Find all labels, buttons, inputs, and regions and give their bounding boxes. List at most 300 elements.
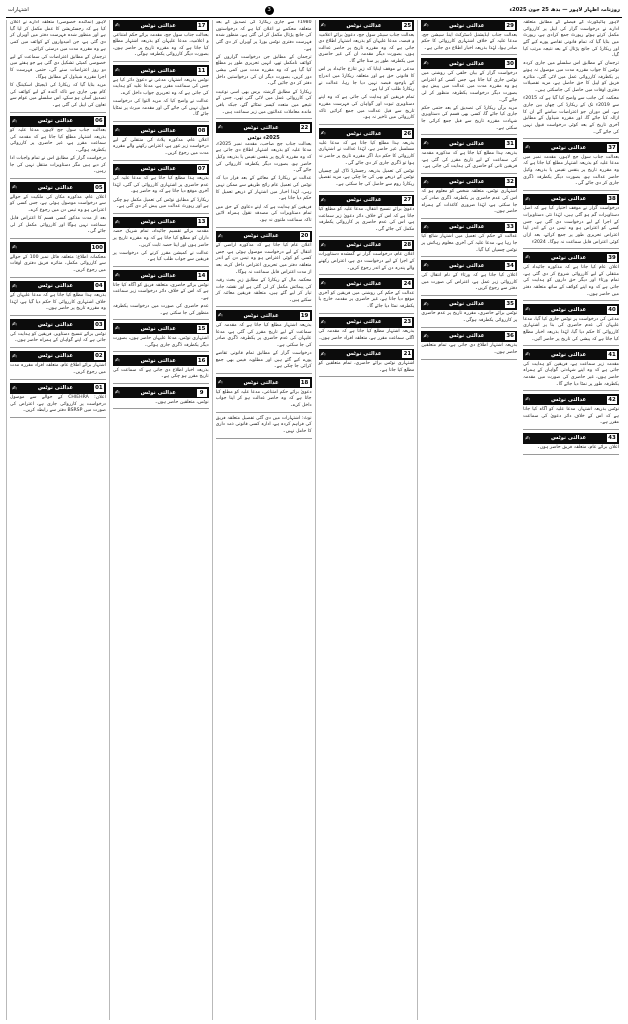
article-number: 42 [608,396,616,403]
article-number: 26 [403,130,412,137]
article-number: 02 [95,353,103,360]
article-block [421,58,517,135]
pen-icon: ✍ [525,396,531,404]
article-paragraph: بذریعہ اخبار اطلاع دی جاتی ہے کہ سماعت کی تاریخ مقرر ہو چکی ہے۔ [112,367,209,380]
pen-icon: ✍ [525,195,531,203]
article-headbar[interactable] [216,122,312,133]
divider [319,376,415,377]
article-body [421,343,517,356]
article-block [421,177,517,219]
article-block [523,349,619,391]
pen-icon: ✍ [217,379,223,387]
article-paragraph: مقدمہ برائے تقسیم جائیداد، تمام شریک حصہ داران کو مطلع کیا جاتا ہے کہ وہ مقررہ تاریخ پر حاضر ہوں اور اپنا حصہ ثابت کریں۔ [112,229,209,248]
article-paragraph: نوٹس برائے تنسیخ دستاویز، فریقین کو ہدایت کی جاتی ہے کہ اپنے گواہان کے ہمراہ حاضر ہوں۔ [10,331,106,344]
article-headbar[interactable] [216,377,312,388]
article-paragraph: مزید برآں ریکارڈ کی تصدیق کے بعد حتمی حکم جاری کیا جائے گا، کسی بھی قسم کی دستاویزی شہادت مقررہ تاریخ سے قبل جمع کرائی جا سکتی ہے۔ [421,105,518,131]
pen-icon: ✍ [217,124,223,132]
divider [523,429,619,430]
article-headbar[interactable] [421,58,517,69]
article-number: 40 [608,306,616,313]
divider [421,256,517,257]
article-title: عدالتی نوٹس [550,396,587,403]
article-headbar[interactable] [523,394,619,405]
divider [113,213,209,214]
article-headbar[interactable] [319,278,415,289]
article-block [113,65,209,122]
divider [216,227,312,228]
article-number: 34 [506,262,514,269]
article-title: عدالتی نوٹس [140,22,176,29]
article-number: 30 [506,60,514,67]
article-paragraph: 1980ء سے جاری ریکارڈ کی تصدیق کے بعد متعلقہ محکمے نے اعلان کیا ہے کہ درخواستوں کی جانچ پڑتال مکمل کر لی گئی ہے، منظور شدہ فہرست دفتری نوٹس بورڈ پر آویزاں کر دی گئی ہے۔ [215,20,312,52]
article-body [421,151,517,171]
article-paragraph: اعلان عام کیا جاتا ہے کہ مذکورہ اراضی کے انتقال کے لیے درخواست موصول ہوئی ہے، جس کسی کو کوئی اعتراض ہو وہ تیس دن کے اندر متعلقہ دفتر میں تحریری اعتراض داخل کرے، بعد از مدت اعتراض قابل سماعت نہ ہوگا۔ [215,243,312,275]
article-number: 20 [300,233,309,240]
article-paragraph: اعلان عام، درخواست گزار نے گمشدہ دستاویزات کے اجرا کے لیے درخواست دی ہے، اعتراض رکھنے والے پندرہ دن کے اندر رجوع کریں۔ [318,252,415,271]
article-body [113,283,209,318]
column-6 [6,20,109,1020]
article-paragraph: اشتہاری نوٹس، مدعا علیہان حاضر ہوں، بصورت دیگر یکطرفہ ڈگری جاری ہوگی۔ [112,335,209,348]
pen-icon: ✍ [114,22,120,29]
pen-icon: ✍ [525,351,531,359]
article-paragraph: بعدالت جناب جج صاحب، مقدمہ نمبر 2025ء، مدعا علیہ کو بذریعہ اشتہار اطلاع دی جاتی ہے کہ وہ مقررہ تاریخ پر بنفس نفیس یا بذریعہ وکیل حاضر ہو، بصورت دیگر یکطرفہ کارروائی کی جائے گی۔ [215,141,312,174]
article-number: 18 [300,379,309,386]
pen-icon: ✍ [525,144,531,152]
article-paragraph: دعویٰ برائے تنسیخ انتقال، مدعا علیہ کو مطلع کیا جاتا ہے کہ اس کے خلاف دائر دعویٰ زیر سماعت ہے، اس کی عدم حاضری پر کارروائی یکطرفہ مکمل کی جائے گی۔ [318,207,415,233]
article-number: 100 [91,244,103,251]
article-paragraph: اعلان کیا جاتا ہے کہ ورثاء کے نام انتقال کی کارروائی زیر عمل ہے، اعتراض کی صورت میں دفتر سے رجوع کریں۔ [421,272,518,292]
divider [216,118,312,119]
article-body [319,252,415,272]
divider [10,417,106,418]
article-headbar[interactable] [421,20,517,31]
article-body [523,206,619,246]
article-title: عدالتی نوٹس [243,312,279,319]
pen-icon: ✍ [423,262,429,270]
pen-icon: ✍ [320,318,326,326]
article-body [10,363,106,376]
article-paragraph: ریکارڈ کے مطابق گزشتہ برس بھی اسی نوعیت کی کارروائی عمل میں لائی گئی تھی، جس کے نتیجے میں متعدد کیسز نمٹائے گئے، جبکہ باقی ماندہ معاملات عدالتوں میں زیر سماعت ہیں۔ [215,89,312,115]
pen-icon: ✍ [423,223,429,231]
article-body [319,361,415,374]
pen-icon: ✍ [525,254,531,262]
article-body [319,329,415,342]
article-headbar[interactable] [523,252,619,263]
article-paragraph: عدم حاضری کی صورت میں درخواست یکطرفہ منظور کی جا سکتی ہے۔ [112,304,209,316]
article-headbar[interactable] [10,242,106,253]
divider [421,295,517,296]
article-number: 22 [300,124,309,131]
pen-icon: ✍ [423,60,429,68]
article-body [523,407,619,427]
article-block [113,20,209,62]
article-headbar[interactable] [216,310,312,321]
article-number: 28 [403,242,412,249]
article-block [10,182,106,239]
article-paragraph: لاہور ہائیکورٹ کے فیصلے کے مطابق متعلقہ ادارے نے درخواست گزار کی اپیل پر کارروائی مکمل کرتے ہوئے رپورٹ جمع کرادی ہے، رپورٹ میں بتایا گیا کہ تمام قانونی تقاضے پورے کیے گئے اور ریکارڈ کی جانچ پڑتال کے بعد نتیجہ مرتب کیا گیا۔ [523,20,619,59]
article-number: 08 [197,127,206,134]
article-title: عدالتی نوٹس [346,22,382,29]
column-2 [417,20,520,1020]
article-headbar[interactable] [319,240,415,251]
divider [523,390,619,391]
article-headbar[interactable] [10,351,106,362]
article-headbar[interactable] [113,125,209,136]
article-block [319,128,415,192]
article-number: 14 [197,272,206,279]
article-headbar[interactable] [523,349,619,360]
article-headbar[interactable] [113,65,209,76]
article-body [10,332,106,345]
article-paragraph: محکمانہ اطلاع: متعلقہ فائل نمبر 100 کے حوالے سے کارروائی مکمل، متاثرہ فریق دفتری اوقات میں رجوع کریں۔ [10,254,106,273]
article-paragraph: محکمہ مال کے ریکارڈ کے مطابق زیرِ بحث رقبہ کی پیمائش مکمل کر لی گئی ہے اور نقشہ جات تیار کر لیے گئے ہیں، متعلقہ فریقین معائنہ کر سکتے ہیں۔ [215,277,312,303]
article-headbar[interactable] [10,182,106,193]
article-headbar[interactable] [319,349,415,360]
article-block [113,164,209,214]
column-grid [6,20,622,1020]
article-body [421,189,517,216]
article-block [319,317,415,346]
article-paragraph: اعلان عام، مذکورہ مکان کی ملکیت کے حوالے سے درخواست موصول ہوئی ہے، جس کسی کو اعتراض ہو وہ تیس دن میں رجوع کرے۔ [10,194,106,213]
article-block [216,122,312,227]
divider [10,277,106,278]
divider [10,178,106,179]
article-title: عدالتی نوٹس [550,306,587,313]
article-block [421,331,517,360]
article-headbar[interactable] [10,383,106,394]
article-title: عدالتی نوٹس [140,67,176,74]
article-paragraph: مدعی کی درخواست پر نوٹس جاری کیا گیا، مدعا علیہان کی عدم حاضری کی بنا پر اشتہاری کارروائی کا حکم دیا گیا، لہٰذا بذریعہ اخبار مطلع کیا جاتا ہے کہ پیشی کی تاریخ پر حاضر آئیں۔ [523,316,619,342]
article-headbar[interactable] [421,222,517,233]
article-headbar[interactable] [113,387,209,398]
article-paragraph: بذریعہ ہذا مطلع کیا جاتا ہے کہ مدعا علیہان کے خلاف اشتہاری کارروائی کا حکم دیا گیا ہے، لہٰذا وہ مقررہ تاریخ پر حاضر ہوں۔ [10,293,106,312]
article-title: عدالتی نوٹس [449,60,485,67]
divider [319,236,415,237]
article-block [10,383,106,418]
article-block [216,377,312,412]
article-body [319,141,415,189]
article-block [421,20,517,55]
article-title: عدالتی نوٹس [346,319,382,326]
article-body [523,362,619,389]
article-body [113,176,209,211]
article-paragraph: عدالت کے حکم کی روشنی میں فریقین کو آخری موقع دیا جاتا ہے، غیر حاضری پر مقدمہ خارج یا یکطرفہ نمٹا دیا جائے گا۔ [318,290,415,310]
article-headbar[interactable] [523,194,619,205]
article-number: 04 [95,283,103,290]
article-body [113,336,209,349]
article-block [10,319,106,348]
article-headbar[interactable] [421,299,517,310]
article-headbar[interactable] [523,433,619,444]
article-number: 32 [506,179,514,186]
article-block [523,194,619,249]
divider [421,134,517,135]
article-paragraph: نوٹس برائے حاضری، متعلقہ فریق کو آگاہ کیا جاتا ہے کہ اس کے خلاف دائر درخواست زیر سماعت ہے۔ [112,282,209,301]
divider [523,454,619,455]
divider [216,438,312,439]
article-headbar[interactable] [113,323,209,334]
article-headbar[interactable] [113,217,209,228]
column-4 [212,20,315,1020]
article-paragraph: درخواست گزار کے مطابق تمام قانونی تقاضے پورے کیے گئے ہیں اور مطلوبہ فیس بھی جمع کرائی جا چکی ہے۔ [215,351,312,370]
article-title: عدالتی نوٹس [243,379,279,386]
article-block [113,270,209,320]
divider [10,347,106,348]
article-block [10,281,106,316]
article-number: 38 [608,196,616,203]
pen-icon: ✍ [423,178,429,186]
divider [523,190,619,191]
article-body [10,395,106,415]
article-body [421,273,517,293]
article-body [10,195,106,236]
article-title: عدالتی نوٹس [346,351,382,357]
pen-icon: ✍ [320,350,326,358]
article-block [523,394,619,429]
article-number: 39 [608,254,616,261]
article-body [113,368,209,381]
article-headbar[interactable] [113,164,209,175]
article-paragraph: اشتہاری نوٹس برائے حاضری، تمام متعلقین کو مطلع کیا جاتا ہے۔ [318,361,415,373]
pen-icon: ✍ [114,218,120,226]
article-headbar[interactable] [523,304,619,315]
article-title: عدالتی نوٹس [346,130,382,137]
article-paragraph: ترجمان کے مطابق اس سلسلے میں جاری کردہ نوٹس کا جواب مقررہ مدت میں موصول نہ ہونے پر یکطرفہ کارروائی عمل میں لائی گئی، متاثرہ فریق کو اپیل کا حق حاصل ہے، مزید تفصیلات دفتری اوقات میں حاصل کی جاسکتی ہیں۔ [523,61,619,94]
article-body [216,390,312,410]
article-body [10,293,106,313]
divider [421,218,517,219]
article-title: عدالتی نوٹس [37,184,74,191]
article-headbar[interactable] [319,128,415,139]
article-block [10,20,106,113]
article-block [421,299,517,328]
pen-icon: ✍ [217,232,223,240]
article-title: عدالتی نوٹس [140,389,176,396]
article-block [216,231,312,308]
article-title: عدالتی نوٹس [449,262,485,269]
article-body [10,128,106,176]
article-paragraph: اعلان برائے عام، متعلقہ فریق حاضر ہوں۔ [537,445,619,451]
article-body [421,311,517,324]
divider [113,61,209,62]
article-paragraph: بذریعہ اشتہار مطلع کیا جاتا ہے کہ مقدمہ کی اگلی سماعت مقرر ہے، متعلقہ افراد حاضر ہوں۔ [318,329,415,341]
article-number: 25 [403,22,412,29]
article-body [319,33,415,123]
article-number: 15 [197,325,206,332]
article-paragraph: بذریعہ اشتہار مطلع کیا جاتا ہے کہ مقدمہ کی سماعت کے لیے تاریخ مقرر کی گئی ہے، مدعا علیہان کی عدم حاضری پر یکطرفہ ڈگری صادر کی جا سکتی ہے۔ [215,322,312,348]
article-paragraph: بذریعہ ہذا مطلع کیا جاتا ہے کہ مذکورہ مقدمہ کی سماعت کے لیے تاریخ مقرر کی گئی ہے، فریقین ثانی کو حاضری کی ہدایت کی جاتی ہے۔ [421,150,518,170]
pen-icon: ✍ [12,117,18,125]
pen-icon: ✍ [525,434,531,442]
article-title: عدالتی نوٹس [449,224,485,231]
article-headbar[interactable] [10,319,106,330]
article-title: عدالتی نوٹس [550,435,587,442]
article-body [523,20,619,136]
article-number: 19 [300,312,309,319]
article-number: 23 [403,319,412,326]
article-paragraph: مدعی نے موقف اپنایا کہ زیرِ تنازع جائیداد پر اس کا قانونی حق ہے اور متعلقہ ریکارڈ میں اندراج کے باوجود قبضہ نہیں دیا جا رہا، عدالت نے ریکارڈ طلب کر لیا ہے۔ [318,67,415,93]
article-paragraph: بعدالت جناب سول جج لاہور، مدعا علیہ کو بذریعہ اشتہار مطلع کیا جاتا ہے کہ مقدمہ کی سماعت مقرر ہے، غیر حاضری پر کارروائی یکطرفہ ہوگی۔ [10,128,106,153]
divider [113,408,209,409]
divider [113,319,209,320]
article-title: عدالتی نوٹس [346,197,382,204]
divider [319,274,415,275]
divider [10,238,106,239]
article-body [216,323,312,371]
article-block [216,310,312,374]
divider [319,191,415,192]
divider [113,160,209,161]
article-paragraph: نوٹس بذریعہ اشتہار، مدعی نے دعویٰ دائر کیا ہے جس کی سماعت مقرر ہے، مدعا علیہ کو ہدایت کی جاتی ہے کہ وہ تحریری جواب داخل کرے۔ [112,77,209,96]
masthead-date: روزنامہ اظہار لاہور — بدھ 25 جون 2025ء [509,7,620,13]
article-body [523,445,619,452]
article-paragraph: اشتہار برائے اطلاع عام، متعلقہ افراد مقررہ مدت میں رجوع کریں۔ [10,363,106,375]
article-paragraph: بعدالت جناب سول جج، مقدمہ برائے حکم امتناعی و اعلامیہ، مدعا علیہان کو بذریعہ اشتہار مطلع کیا جاتا ہے کہ وہ مقررہ تاریخ پر حاضر ہوں، بصورت دیگر کارروائی یکطرفہ ہوگی۔ [112,32,209,58]
article-paragraph: عدالت نے ریکارڈ کے معائنے کے بعد قرار دیا کہ نوٹس کی تعمیل عام رائج طریقے سے ممکن نہیں رہی، لہٰذا اخبار میں اشتہار کے ذریعے تعمیل کا حکم دیا جاتا ہے۔ [215,176,312,202]
article-paragraph: بعدالت جناب سول جج لاہور، مقدمہ نمبر میں مدعا علیہ کو بذریعہ اشتہار مطلع کیا جاتا ہے کہ وہ مقررہ تاریخ پر بنفس نفیس یا بذریعہ وکیل حاضر عدالت ہو، بصورت دیگر یکطرفہ ڈگری جاری کر دی جائے گی۔ [523,154,619,187]
article-paragraph: نوٹ: اشتہارات میں دی گئی تفصیل متعلقہ فریق کی فراہم کردہ ہے، ادارہ کسی قانونی ذمہ داری کا حامل نہیں۔ [215,415,312,434]
article-number: 21 [403,351,412,357]
article-title: عدالتی نوٹس [550,196,587,203]
article-title: عدالتی نوٹس [449,301,485,308]
article-body [216,416,312,436]
article-headbar[interactable] [421,331,517,342]
article-paragraph: اشتہاری نوٹس، متعلقہ شخص کو معلوم ہو کہ اس کی عدم حاضری پر یکطرفہ ڈگری صادر کی جا سکتی ہے، لہٰذا ضروری کاغذات کے ہمراہ حاضر ہوں۔ [421,189,518,215]
article-block [319,278,415,313]
masthead-section: اشتہارات [8,7,29,13]
article-title: عدالتی نوٹس [449,22,485,29]
article-headbar[interactable] [10,281,106,292]
article-headbar[interactable] [10,116,106,127]
pen-icon: ✍ [320,196,326,204]
article-subtitle: 2025ء نوٹس [247,134,280,141]
article-headbar[interactable] [421,177,517,188]
article-headbar[interactable] [113,355,209,366]
article-paragraph: محکمہ کی جانب سے واضح کیا گیا ہے کہ 2015ء سے 2019ء تک کے ریکارڈ کی چھان بین جاری ہے، اس دوران جو اعتراضات سامنے آئے ان کا ازالہ کیا جائے گا، اور مقررہ شیڈول کے مطابق آخری تاریخ کے بعد کوئی درخواست قبول نہیں کی جائے گی۔ [523,96,619,135]
pen-icon: ✍ [114,389,120,396]
article-number: 37 [608,144,616,151]
article-number: 41 [608,351,616,358]
article-paragraph: بذریعہ ہذا مطلع کیا جاتا ہے کہ مدعا علیہ کی عدم حاضری پر اشتہاری کارروائی کی گئی، لہٰذا آخری موقع دیا جاتا ہے کہ وہ حاضر ہو۔ [112,176,209,195]
article-title: عدالتی نوٹس [243,124,279,131]
article-block [319,349,415,378]
article-headbar[interactable] [421,260,517,271]
article-block [421,138,517,173]
divider [10,379,106,380]
article-headbar[interactable] [421,138,517,149]
divider [216,373,312,374]
article-paragraph: بذریعہ اشتہار اطلاع دی جاتی ہے، تمام متعلقین حاضر ہوں۔ [421,343,518,355]
article-paragraph: مقدمہ زیر سماعت ہے، فریقین کو ہدایت کی جاتی ہے کہ وہ اپنے شہادتی گواہان کے ہمراہ حاضر ہوں، غیر حاضری کی صورت میں مقدمہ یکطرفہ طور پر نمٹا دیا جائے گا۔ [523,361,619,387]
article-paragraph: مزید بتایا گیا کہ ریکارڈ کی ڈیجیٹل اسکیننگ کا کام بھی جاری ہے تاکہ آئندہ کے لیے کوائف کی تصدیق آسان ہو سکے، اس سلسلے میں عوام سے تعاون کی اپیل کی گئی ہے۔ [10,82,106,108]
article-number: 07 [197,166,206,173]
article-block [216,20,312,119]
pen-icon: ✍ [12,352,18,360]
pen-icon: ✍ [114,272,120,280]
article-title: عدالتی نوٹس [449,140,485,147]
article-headbar[interactable] [113,270,209,281]
pen-icon: ✍ [114,67,120,75]
article-paragraph: فریقین کو ہدایت ہے کہ اپنے دعاوی کے حق میں تمام دستاویزات کی مصدقہ نقول ہمراہ لائیں تاکہ سماعت ملتوی نہ ہو۔ [215,204,312,223]
article-body [10,20,106,110]
article-paragraph: عدالت نے کمیشن مقرر کرنے کی درخواست پر فریقین سے جواب طلب کیا ہے۔ [112,250,209,263]
article-number: 24 [403,280,412,287]
article-title: عدالتی نوٹس [346,242,382,249]
article-paragraph: درخواست گزار کے بیان حلفی کی روشنی میں نوٹس جاری کیا جاتا ہے، جس کسی کو اعتراض ہو وہ مقررہ مدت میں عدالت میں پیش ہو، بصورت دیگر درخواست یکطرفہ منظور کر لی جائے گی۔ [421,70,518,103]
article-paragraph: بعدالت جناب ایڈیشنل ڈسٹرکٹ اینڈ سیشن جج، مدعا علیہ کے خلاف اشتہاری کارروائی کا حکم صادر ہوا، لہٰذا بذریعہ اخبار اطلاع دی جاتی ہے۔ [421,32,518,51]
pen-icon: ✍ [320,241,326,249]
article-headbar[interactable] [523,142,619,153]
article-paragraph: درخواست گزار کے مطابق اس نے تمام واجبات ادا کر دیے ہیں مگر دستاویزات منتقل نہیں کی جا رہیں۔ [10,156,106,175]
divider [216,412,312,413]
article-body [421,33,517,53]
pen-icon: ✍ [217,312,223,320]
article-paragraph: عدالت کے حکم کی تعمیل میں اشتہار شائع کیا جا رہا ہے، مدعا علیہ کی آخری معلوم رہائش پر نوٹس چسپاں کیا گیا۔ [421,234,518,253]
column-5 [109,20,212,1020]
article-number: 13 [197,219,206,226]
article-number: 11 [197,67,206,74]
pen-icon: ✍ [525,306,531,314]
article-body [523,155,619,188]
article-body [216,243,312,304]
divider [523,248,619,249]
article-number: 9 [197,389,207,397]
article-headbar[interactable] [319,195,415,206]
article-number: 31 [506,140,514,147]
article-paragraph: بعدالت جناب سینئر سول جج، دعویٰ برائے اعلامیہ و قبضہ، مدعا علیہان کو بذریعہ اشتہار اطلاع دی جاتی ہے کہ وہ مقررہ تاریخ پر حاضر عدالت ہوں، بصورت دیگر مقدمہ ان کی غیر حاضری میں یکطرفہ طور پر سنا جائے گا۔ [318,32,415,65]
pen-icon: ✍ [12,321,18,328]
pen-icon: ✍ [114,325,120,333]
pen-icon: ✍ [320,130,326,138]
article-paragraph: تمام فریقین کو ہدایت کی جاتی ہے کہ وہ اپنے دستاویزی ثبوت اور گواہان کی فہرست مقررہ تاریخ سے قبل عدالت میں جمع کرائیں تاکہ کارروائی میں تاخیر نہ ہو۔ [318,95,415,121]
article-title: عدالتی نوٹس [140,127,176,134]
divider [10,315,106,316]
article-number: 27 [403,197,412,204]
article-title: عدالتی نوٹس [346,280,382,287]
divider [113,383,209,384]
article-block [113,217,209,267]
article-number: 35 [506,301,514,308]
article-paragraph: عدالت نے واضح کیا کہ مزید التوا کی درخواست قبول نہیں کی جائے گی اور مقدمہ میرٹ پر نمٹایا جائے گا۔ [112,99,209,118]
article-headbar[interactable] [113,20,209,31]
pen-icon: ✍ [114,357,120,365]
article-headbar[interactable] [319,20,415,31]
divider [216,306,312,307]
article-body [216,142,312,225]
article-body [319,291,415,311]
divider [421,173,517,174]
article-number: 05 [95,184,103,191]
article-number: 01 [95,385,103,392]
article-number: 43 [608,435,616,442]
article-headbar[interactable] [319,317,415,328]
article-number: 03 [95,321,103,328]
article-number: 06 [95,118,103,125]
article-headbar[interactable] [216,231,312,242]
divider [113,351,209,352]
article-block [421,222,517,257]
article-paragraph: نوٹس برائے حاضری، مقررہ تاریخ پر عدم حاضری پر کارروائی یکطرفہ ہوگی۔ [421,311,518,324]
article-title: عدالتی نوٹس [140,219,176,226]
pen-icon: ✍ [12,384,18,392]
article-block [10,116,106,180]
divider [319,124,415,125]
article-block [523,304,619,346]
article-paragraph: نوٹس، متعلقین حاضر ہوں۔ [154,399,209,405]
article-paragraph: اعلان عام کیا جاتا ہے کہ مذکورہ جائیداد کی منتقلی کے لیے کارروائی شروع کر دی گئی ہے، تمام ورثاء اور دیگر حق داروں کو ہدایت کی جاتی ہے کہ وہ اپنے کوائف کے ساتھ متعلقہ دفتر میں حاضر ہوں۔ [523,264,619,297]
article-body [113,138,209,158]
divider [421,54,517,55]
